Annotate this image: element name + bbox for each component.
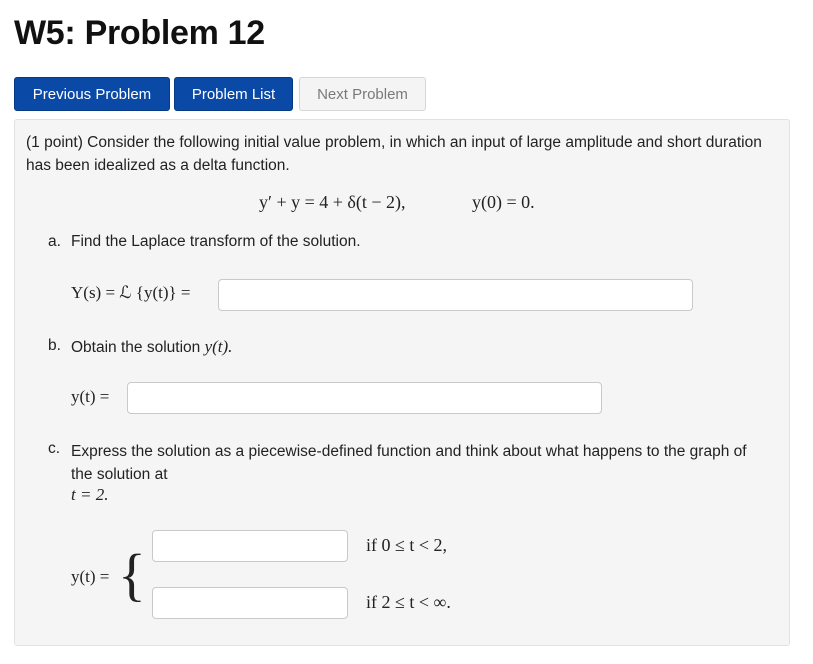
piece-2-condition: if 2 ≤ t < ∞. [366,592,451,612]
part-c-text: Express the solution as a piecewise-defined function and think about what happens to the graph of the solution at [71,443,747,483]
problem-list-button[interactable]: Problem List [174,77,293,111]
next-problem-button: Next Problem [299,77,426,111]
differential-equation: y′ + y = 4 + δ(t − 2), [259,192,406,212]
part-c-marker: c. [48,440,61,457]
problem-navigation [14,77,426,111]
part-c-math: t = 2. [71,485,109,504]
piece-2-input[interactable] [152,587,348,619]
part-a-marker: a. [48,233,61,250]
piecewise-brace: { [118,542,146,607]
part-b-math: y(t). [204,337,233,356]
previous-problem-button[interactable]: Previous Problem [14,77,170,111]
part-a-label: Y(s) = ℒ {y(t)} = [71,283,191,302]
laplace-transform-input[interactable] [218,279,693,311]
part-a-text: Find the Laplace transform of the solution. [71,233,361,250]
initial-condition: y(0) = 0. [472,192,535,212]
problem-panel [14,119,790,646]
piece-1-input[interactable] [152,530,348,562]
part-b-text-line [71,337,232,357]
part-b-marker: b. [48,337,61,354]
part-c-label: y(t) = [71,567,110,586]
piece-1-condition: if 0 ≤ t < 2, [366,535,448,555]
part-b-text: Obtain the solution [71,339,201,356]
part-b-label: y(t) = [71,387,110,406]
solution-input[interactable] [127,382,602,414]
problem-intro: (1 point) Consider the following initial value problem, in which an input of large amplitude and short duration has been idealized as a delta function. [26,134,762,174]
page-title: W5: Problem 12 [14,14,265,52]
